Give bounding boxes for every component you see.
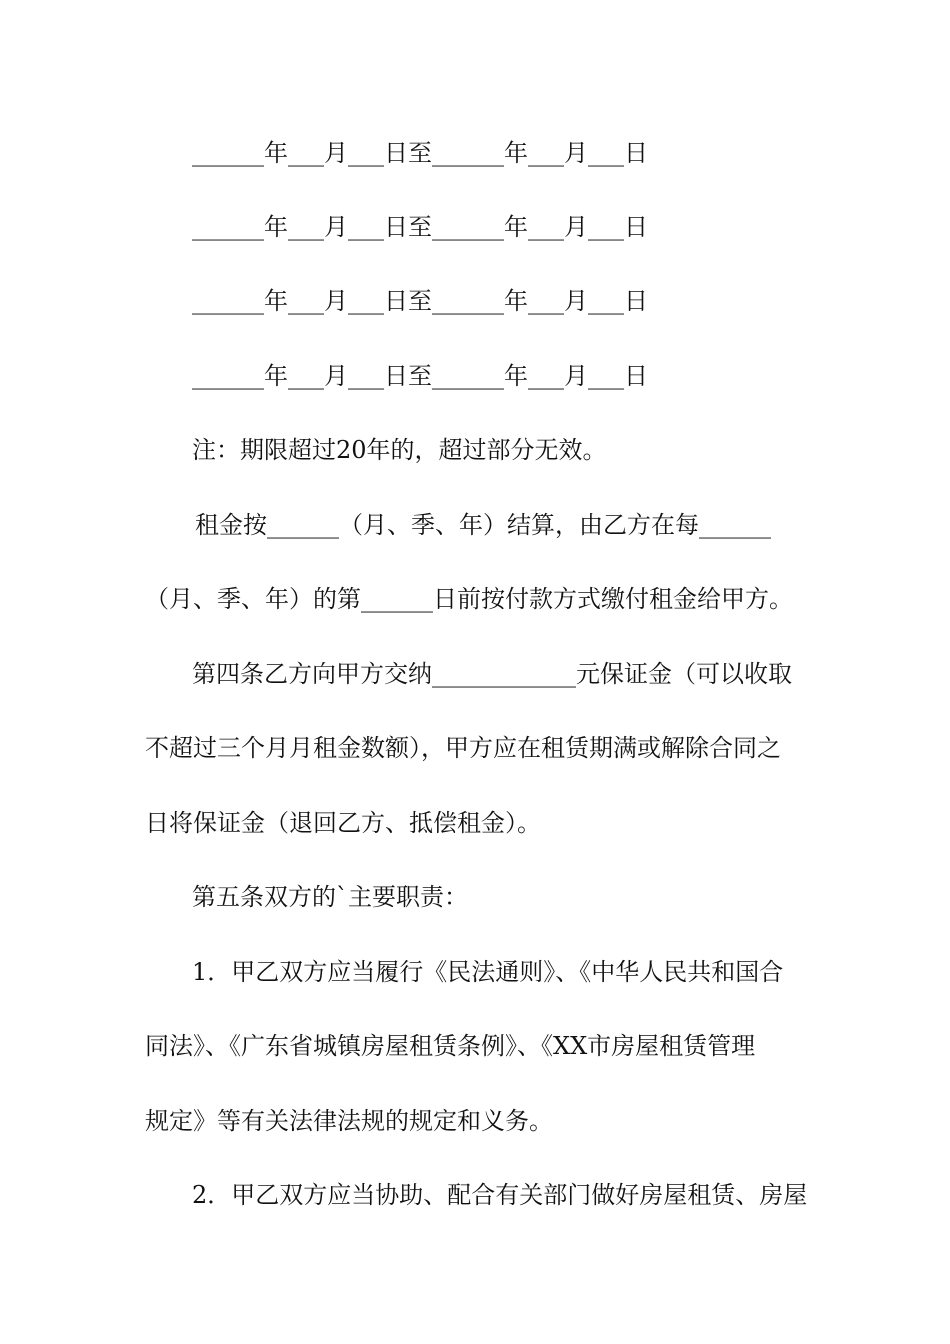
item-1-line-3: 规定》等有关法律法规的规定和义务。 xyxy=(145,1107,553,1135)
item-1-line-1: 1．甲乙双方应当履行《民法通则》、《中华人民共和国合 xyxy=(192,958,784,986)
period-line-4: ______年___月___日至______年___月___日 xyxy=(192,362,648,390)
article-4-line-1: 第四条乙方向甲方交纳____________元保证金（可以收取 xyxy=(192,660,792,688)
item-1-line-2: 同法》、《广东省城镇房屋租赁条例》、《XX市房屋租赁管理 xyxy=(145,1032,756,1060)
period-line-1: ______年___月___日至______年___月___日 xyxy=(192,139,648,167)
article-4-line-2: 不超过三个月月租金数额），甲方应在租赁期满或解除合同之 xyxy=(145,734,781,762)
term-note: 注：期限超过20年的，超过部分无效。 xyxy=(192,436,607,464)
item-2-line-1: 2．甲乙双方应当协助、配合有关部门做好房屋租赁、房屋 xyxy=(192,1181,808,1209)
article-5-heading: 第五条双方的`主要职责： xyxy=(192,883,468,911)
period-line-2: ______年___月___日至______年___月___日 xyxy=(192,213,648,241)
period-line-3: ______年___月___日至______年___月___日 xyxy=(192,287,648,315)
rent-paragraph-line-2: （月、季、年）的第______日前按付款方式缴付租金给甲方。 xyxy=(145,585,793,613)
article-4-line-3: 日将保证金（退回乙方、抵偿租金）。 xyxy=(145,809,541,837)
rent-paragraph-line-1: 租金按______（月、季、年）结算，由乙方在每______ xyxy=(195,511,771,539)
